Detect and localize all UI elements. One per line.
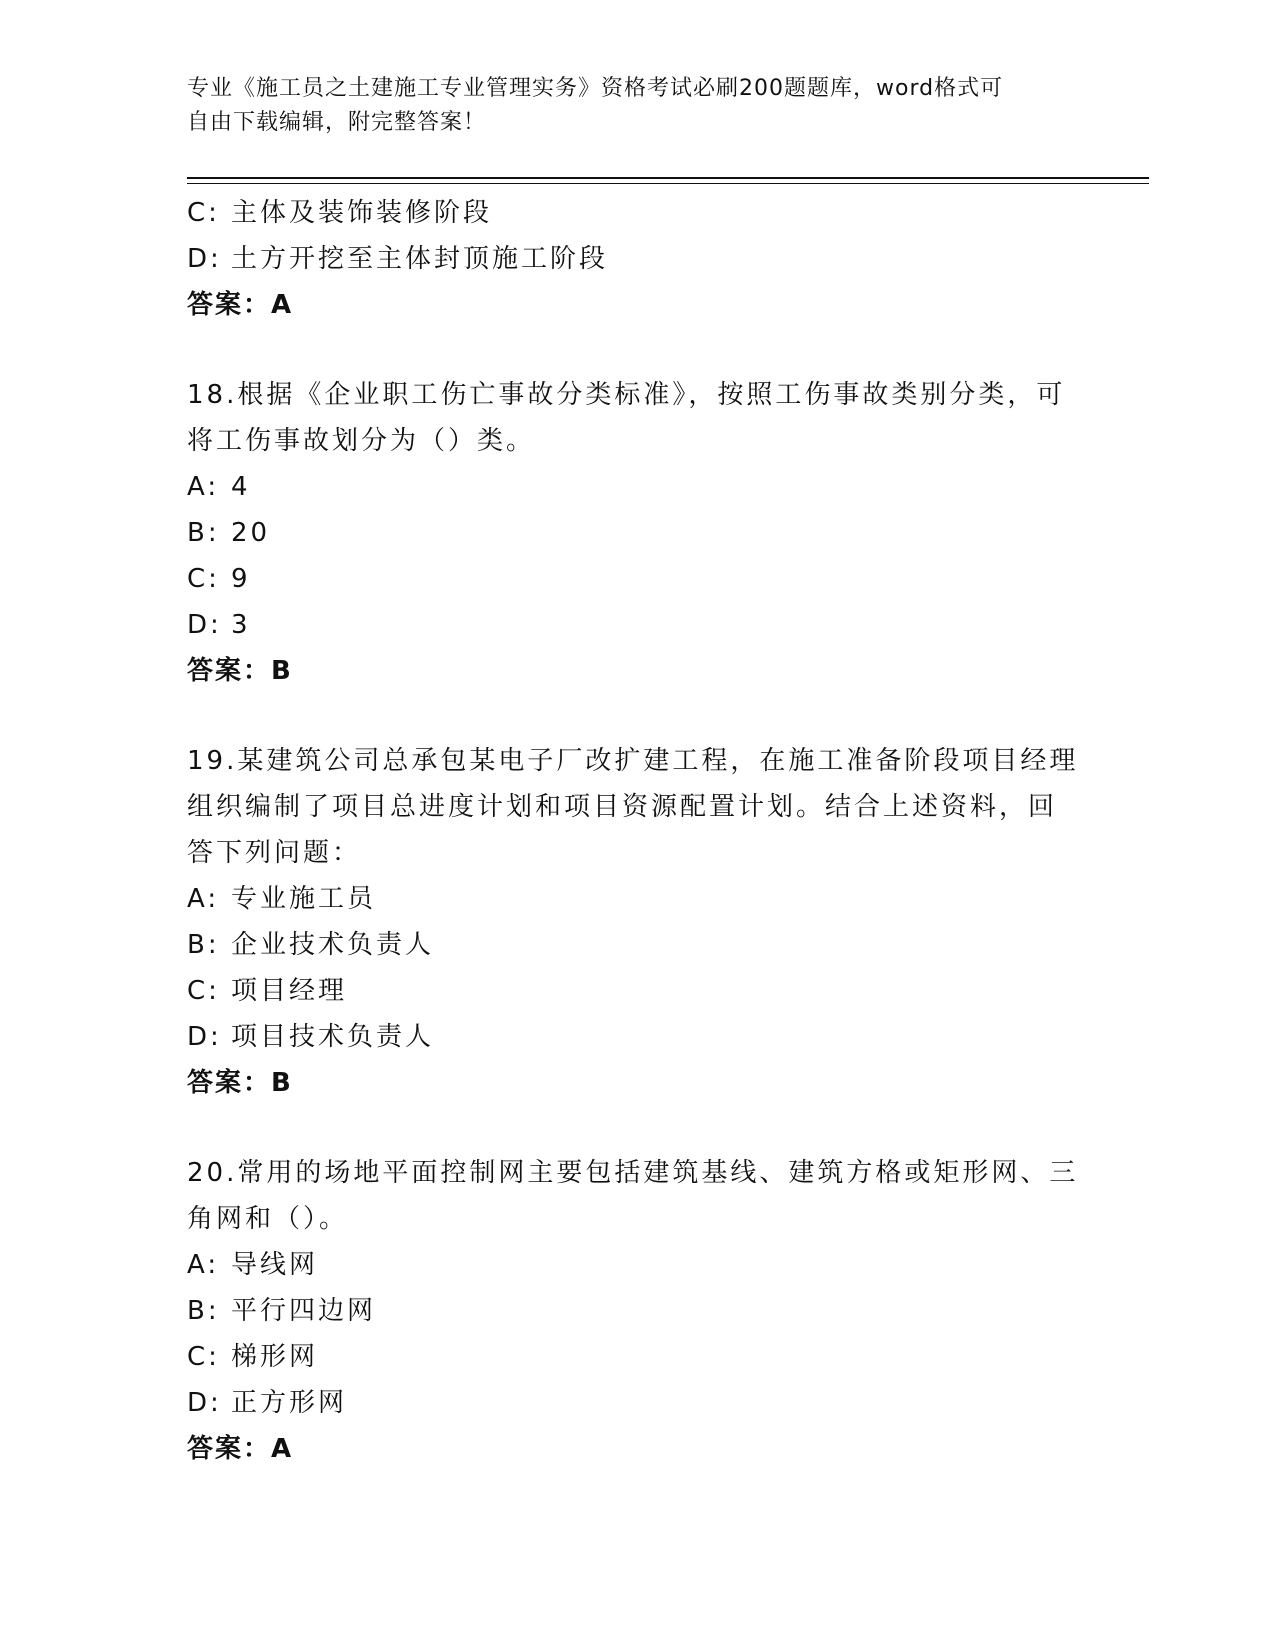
option-d — [187, 1014, 1087, 1060]
option-text: 企业技术负责人 — [231, 930, 435, 960]
option-label: B: — [187, 518, 220, 548]
question-17-continued — [187, 190, 1087, 328]
option-text: 20 — [231, 518, 271, 548]
option-text: 导线网 — [231, 1250, 319, 1280]
question-text-line: 19.某建筑公司总承包某电子厂改扩建工程，在施工准备阶段项目经理 — [187, 746, 1079, 776]
option-label: C: — [187, 976, 220, 1006]
question-text-line: 将工伤事故划分为（）类。 — [187, 426, 536, 456]
option-c — [187, 1334, 1087, 1380]
option-text: 平行四边网 — [231, 1296, 377, 1326]
option-text: 梯形网 — [231, 1342, 319, 1372]
option-text: 3 — [231, 610, 251, 640]
option-d — [187, 602, 1087, 648]
question-18 — [187, 372, 1087, 694]
option-label: D: — [187, 1388, 222, 1418]
option-b — [187, 510, 1087, 556]
option-label: B: — [187, 1296, 220, 1326]
option-text: 项目经理 — [231, 976, 348, 1006]
option-text: 9 — [231, 564, 251, 594]
answer: 答案：A — [187, 1434, 294, 1464]
answer: 答案：B — [187, 1068, 293, 1098]
option-d — [187, 1380, 1087, 1426]
option-label: A: — [187, 884, 220, 914]
option-a — [187, 876, 1087, 922]
header-line-2: 自由下载编辑，附完整答案！ — [187, 110, 487, 135]
option-b — [187, 1288, 1087, 1334]
answer: 答案：B — [187, 656, 293, 686]
option-text: 正方形网 — [231, 1388, 348, 1418]
option-text: 专业施工员 — [231, 884, 377, 914]
question-20 — [187, 1150, 1087, 1472]
option-text: 土方开挖至主体封顶施工阶段 — [231, 244, 609, 274]
header-divider-thin — [187, 183, 1149, 184]
question-text-line: 角网和（）。 — [187, 1204, 349, 1234]
option-label: D: — [187, 244, 222, 274]
option-label: D: — [187, 610, 222, 640]
option-label: C: — [187, 564, 220, 594]
option-b — [187, 922, 1087, 968]
question-19 — [187, 738, 1087, 1106]
option-text: 4 — [231, 472, 251, 502]
question-text-line: 20.常用的场地平面控制网主要包括建筑基线、建筑方格或矩形网、三 — [187, 1158, 1079, 1188]
option-label: C: — [187, 198, 220, 228]
option-a — [187, 1242, 1087, 1288]
option-text: 项目技术负责人 — [231, 1022, 435, 1052]
option-label: D: — [187, 1022, 222, 1052]
option-label: C: — [187, 1342, 220, 1372]
question-list — [187, 190, 1087, 1472]
option-label: A: — [187, 472, 220, 502]
option-c — [187, 190, 1087, 236]
question-text-line: 答下列问题： — [187, 838, 362, 868]
header-line-1: 专业《施工员之土建施工专业管理实务》资格考试必刷200题题库，word格式可 — [187, 76, 1004, 101]
answer: 答案：A — [187, 290, 294, 320]
option-d — [187, 236, 1087, 282]
question-text-line: 18.根据《企业职工伤亡事故分类标准》，按照工伤事故类别分类，可 — [187, 380, 1066, 410]
question-text-line: 组织编制了项目总进度计划和项目资源配置计划。结合上述资料，回 — [187, 792, 1058, 822]
option-c — [187, 968, 1087, 1014]
option-c — [187, 556, 1087, 602]
option-label: A: — [187, 1250, 220, 1280]
document-header — [187, 72, 1067, 140]
header-divider-thick — [187, 177, 1149, 179]
option-label: B: — [187, 930, 220, 960]
option-text: 主体及装饰装修阶段 — [231, 198, 493, 228]
option-a — [187, 464, 1087, 510]
